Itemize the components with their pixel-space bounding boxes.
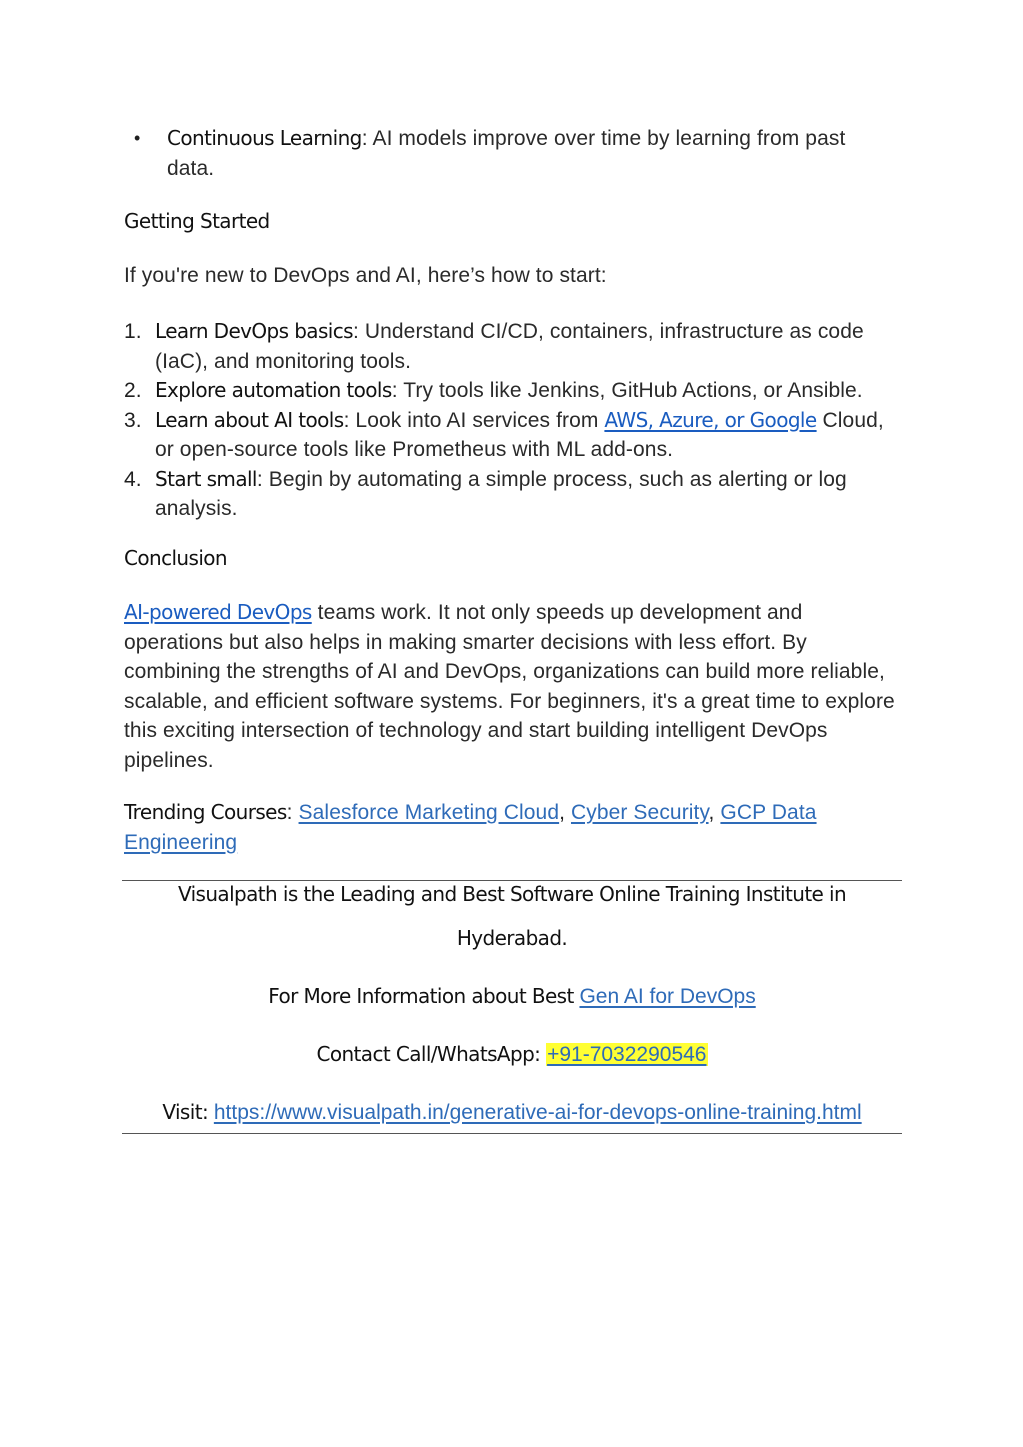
course-separator: , bbox=[708, 801, 721, 824]
getting-started-intro: If you're new to DevOps and AI, here’s how to start: bbox=[124, 264, 607, 287]
step-description: : Try tools like Jenkins, GitHub Actions, or Ansible. bbox=[391, 379, 863, 402]
section-heading-getting-started: Getting Started bbox=[124, 209, 270, 233]
steps-list bbox=[124, 317, 904, 524]
footer-info-line bbox=[122, 984, 902, 1009]
conclusion-paragraph bbox=[124, 598, 904, 775]
course-separator: , bbox=[559, 801, 571, 824]
step-term: Learn about AI tools bbox=[155, 407, 344, 432]
list-item-number: 1. bbox=[124, 320, 142, 343]
list-item-number: 2. bbox=[124, 379, 142, 402]
section-heading-conclusion: Conclusion bbox=[124, 546, 227, 570]
course-link-gcp-data-engineering[interactable]: GCP Data Engineering bbox=[124, 801, 817, 854]
footer-contact-label: Contact Call/WhatsApp: bbox=[316, 1042, 547, 1066]
trending-courses-label: Trending Courses bbox=[124, 800, 287, 824]
footer-institute-city: Hyderabad. bbox=[456, 926, 568, 950]
visit-url-link[interactable]: https://www.visualpath.in/generative-ai-for-devops-online-training.html bbox=[213, 1101, 862, 1124]
ai-powered-devops-link[interactable]: AI-powered DevOps bbox=[124, 600, 312, 624]
step-term: Explore automation tools bbox=[155, 378, 392, 402]
bullet-term: Continuous Learning bbox=[167, 126, 362, 150]
footer-visit-line bbox=[122, 1100, 902, 1125]
cloud-providers-link[interactable]: AWS, Azure, or Google bbox=[604, 407, 817, 432]
footer-info-label: For More Information about Best bbox=[268, 984, 580, 1008]
footer-institute-line: Visualpath is the Leading and Best Software Online Training Institute in bbox=[177, 882, 847, 906]
step-description: : Understand CI/CD, containers, infrastructure as code (IaC), and monitoring tools. bbox=[155, 320, 864, 373]
trending-colon: : bbox=[286, 801, 299, 824]
step-description: : Look into AI services from bbox=[343, 408, 605, 432]
step-term: Start small bbox=[155, 466, 257, 491]
list-item bbox=[124, 406, 904, 465]
bullet-description: : AI models improve over time by learning from past data. bbox=[167, 127, 846, 180]
conclusion-text: teams work. It not only speeds up development and operations but also helps in making smarter decisions with less effort. By combining the strengths of AI and DevOps, organizations can build more reliable, scalable, and efficient software systems. For beginners, it's a great time to explore this exciting intersection of technology and start building intelligent DevOps pipelines. bbox=[124, 601, 895, 772]
course-link-salesforce[interactable]: Salesforce Marketing Cloud bbox=[298, 801, 560, 824]
course-link-cyber-security[interactable]: Cyber Security bbox=[570, 801, 709, 824]
list-item bbox=[124, 317, 904, 376]
bullet-dot-icon: • bbox=[134, 128, 141, 148]
list-item-number: 4. bbox=[124, 467, 142, 491]
footer-top-rule bbox=[122, 880, 902, 881]
footer-contact-line bbox=[122, 1042, 902, 1067]
list-item bbox=[124, 465, 904, 524]
bullet-list-item bbox=[124, 124, 884, 183]
footer-visit-label: Visit: bbox=[162, 1100, 214, 1124]
step-description: : Begin by automating a simple process, such as alerting or log analysis. bbox=[155, 467, 847, 520]
footer-bottom-rule bbox=[122, 1133, 902, 1134]
trending-courses bbox=[124, 798, 904, 857]
list-item bbox=[124, 376, 904, 406]
gen-ai-devops-link[interactable]: Gen AI for DevOps bbox=[579, 985, 756, 1008]
phone-number-link[interactable]: +91-7032290546 bbox=[547, 1043, 707, 1066]
list-item-number: 3. bbox=[124, 408, 142, 432]
step-description-continued: Cloud, or open-source tools like Prometheus with ML add-ons. bbox=[155, 408, 884, 461]
step-term: Learn DevOps basics bbox=[155, 319, 353, 343]
bullet-text bbox=[167, 124, 884, 183]
